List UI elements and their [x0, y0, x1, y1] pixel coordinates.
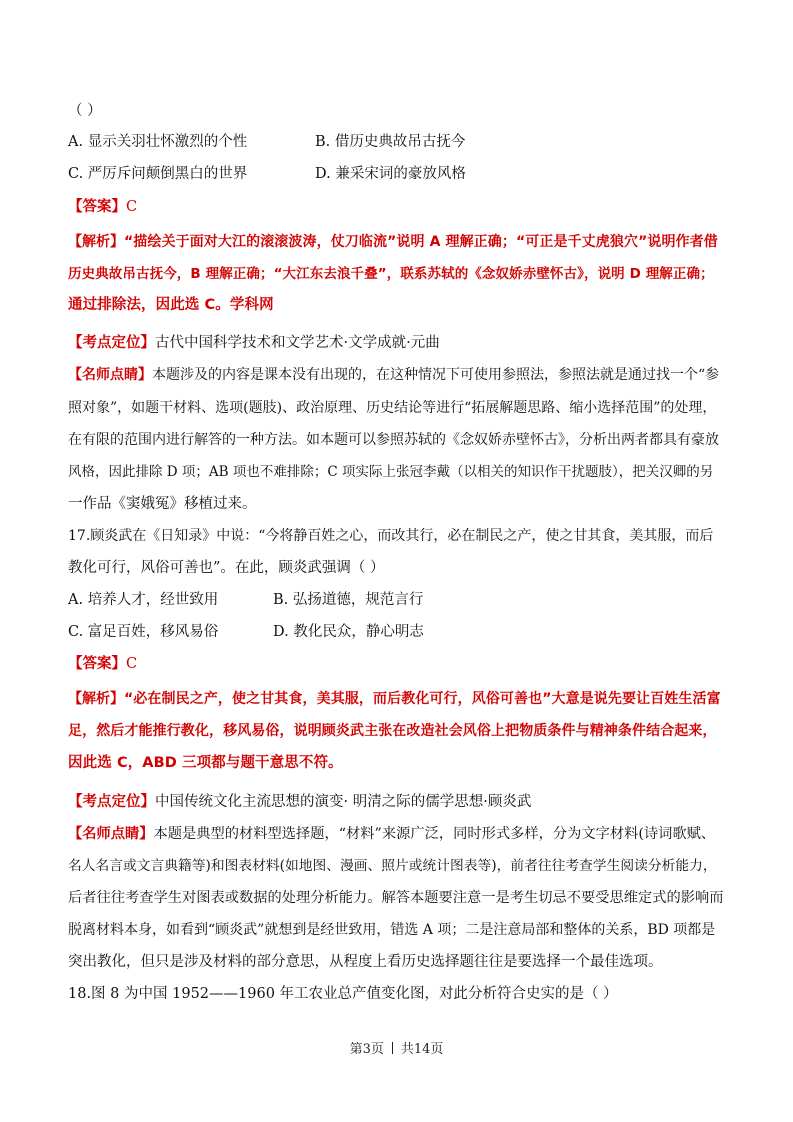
q17-options-row-2 [68, 622, 723, 642]
mingshi-text: 本题是典型的材料型选择题，“材料”来源广泛，同时形式多样，分为文字材料(诗词歌赋、 [153, 826, 716, 842]
q17-stem-line-2: 教化可行，风俗可善也”。在此，顾炎武强调（ ） [68, 560, 385, 576]
q16-analysis-line-2: 历史典故吊古抚今，B 理解正确；“大江东去浪千叠”，联系苏轼的《念奴娇赤壁怀古》，说明 D 理解正确； [68, 266, 714, 282]
q17-mingshi-line-1 [68, 824, 723, 844]
mingshi-text: 本题涉及的内容是课本没有出现的，在这种情况下可使用参照法，参照法就是通过找一个“参 [152, 367, 720, 383]
answer-value: C [126, 199, 138, 215]
q16-analysis-line-1 [68, 232, 723, 252]
mingshi-tag: 【名师点睛】 [68, 367, 152, 383]
q17-analysis-line-2: 足，然后才能推行教化，移风易俗，说明顾炎武主张在改造社会风俗上把物质条件与精神条件结合起来， [68, 723, 717, 739]
q16-option-b: B. 借历史典故吊古抚今 [315, 134, 466, 150]
q17-mingshi-line-4: 脱离材料本身，如看到“顾炎武”就想到是经世致用，错选 A 项；二是注意局部和整体的关系，BD 项都是 [68, 922, 716, 938]
page-footer [0, 1038, 793, 1057]
q17-analysis-line-3: 因此选 C，ABD 三项都与题干意思不符。 [68, 755, 343, 771]
q16-analysis-line-3: 通过排除法，因此选 C。学科网 [68, 297, 274, 313]
q16-kaodian [68, 333, 723, 353]
q17-mingshi-line-5: 突出教化，但只是涉及材料的部分意思，从程度上看历史选择题往往是要选择一个最佳选项。 [68, 954, 663, 970]
q17-kaodian [68, 792, 723, 812]
kaodian-text: 中国传统文化主流思想的演变· 明清之际的儒学思想·顾炎武 [155, 794, 532, 810]
q16-options-row-1 [68, 132, 723, 152]
q16-mingshi-line-5: 一作品《窦娥冤》移植过来。 [68, 496, 257, 512]
q17-stem-line-1: 17.顾炎武在《日知录》中说：“今将静百姓之心，而改其行，必在制民之产，使之甘其食，美其服，而后 [68, 528, 714, 544]
answer-value: C [126, 656, 138, 672]
q17-option-d: D. 教化民众，静心明志 [273, 624, 424, 640]
q16-options-row-2 [68, 164, 723, 184]
q17-option-c: C. 富足百姓，移风易俗 [68, 624, 219, 640]
answer-tag: 【答案】 [68, 655, 126, 672]
q17-analysis-line-1 [68, 689, 723, 709]
q16-mingshi-line-3: 在有限的范围内进行解答的一种方法。如本题可以参照苏轼的《念奴娇赤壁怀古》，分析出两者都具有豪放 [68, 432, 719, 448]
footer-divider [392, 1042, 393, 1054]
q16-mingshi-line-4: 风格，因此排除 D 项；AB 项也不难排除；C 项实际上张冠李戴（以相关的知识作干扰题肢），把关汉卿的另 [68, 464, 714, 480]
analysis-text: “必在制民之产，使之甘其食，美其服，而后教化可行，风俗可善也”大意是说先要让百姓生活富 [124, 691, 721, 707]
kaodian-text: 古代中国科学技术和文学艺术·文学成就·元曲 [155, 335, 440, 351]
page-number: 第3页 [349, 1042, 384, 1057]
q16-option-a: A. 显示关羽壮怀激烈的个性 [68, 134, 248, 150]
q17-option-a: A. 培养人才，经世致用 [68, 592, 219, 608]
q18-stem: 18.图 8 为中国 1952——1960 年工农业总产值变化图，对此分析符合史实的是（ ） [68, 986, 618, 1002]
q17-mingshi-line-3: 后者往往考查学生对图表或数据的处理分析能力。解答本题要注意一是考生切忌不要受思维定式的影响而 [68, 890, 724, 906]
kaodian-tag: 【考点定位】 [68, 334, 155, 351]
q17-options-row-1 [68, 590, 723, 610]
q16-option-d: D. 兼采宋词的豪放风格 [315, 166, 466, 182]
q16-mingshi-line-2: 照对象”，如题干材料、选项(题肢)、政治原理、历史结论等进行“拓展解题思路、缩小选择范围”的处理， [68, 400, 717, 416]
q17-mingshi-line-2: 名人名言或文言典籍等)和图表材料(如地图、漫画、照片或统计图表等)，前者往往考查学生阅读分析能力， [68, 858, 717, 874]
analysis-text: “描绘关于面对大江的滚滚波涛，仗刀临流”说明 A 理解正确；“可正是千丈虎狼穴”说明作者借 [124, 234, 718, 250]
q17-option-b: B. 弘扬道德，规范言行 [273, 592, 424, 608]
q16-answer [68, 197, 723, 217]
mingshi-tag: 【名师点睛】 [68, 826, 154, 842]
page-total: 共14页 [400, 1042, 444, 1057]
q16-mingshi-line-1 [68, 365, 723, 385]
analysis-tag: 【解析】 [68, 234, 124, 250]
q16-option-c: C. 严厉斥问颠倒黑白的世界 [68, 166, 248, 182]
analysis-tag: 【解析】 [68, 691, 124, 707]
q16-paren: （ ） [68, 103, 102, 119]
q17-answer [68, 654, 723, 674]
kaodian-tag: 【考点定位】 [68, 793, 155, 810]
answer-tag: 【答案】 [68, 198, 126, 215]
